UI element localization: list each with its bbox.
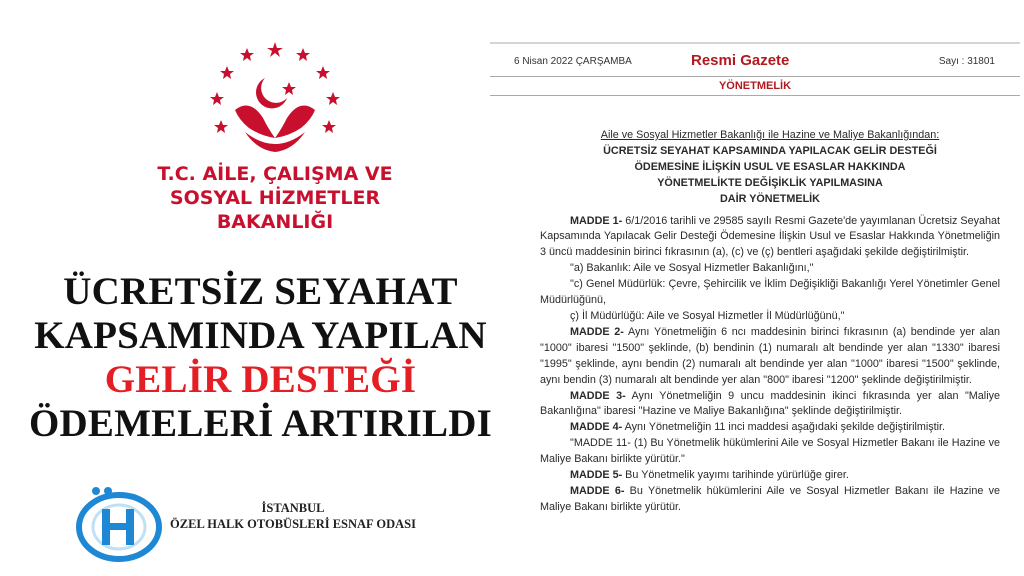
- paragraph-madde-5: [540, 468, 1000, 484]
- ministry-name-line2: SOSYAL HİZMETLER BAKANLIĞI: [169, 187, 381, 233]
- gazette-title: Resmi Gazete: [691, 52, 790, 69]
- paragraph-madde-3: [540, 389, 1000, 421]
- regulation-title-line4: DAİR YÖNETMELİK: [720, 192, 820, 205]
- ministry-logo: [205, 40, 345, 160]
- ministry-emblem-icon: [205, 40, 345, 160]
- headline-line2: KAPSAMINDA YAPILAN: [34, 314, 487, 357]
- madde-label: MADDE 4-: [570, 421, 623, 434]
- madde-label: MADDE 5-: [570, 469, 623, 482]
- chamber-name-line1: İSTANBUL: [261, 501, 325, 515]
- chamber-name-line2: ÖZEL HALK OTOBÜSLERİ ESNAF ODASI: [170, 517, 416, 531]
- gazette-issue: Sayı : 31801: [938, 56, 995, 67]
- paragraph-text: Aynı Yönetmeliğin 6 ncı maddesinin birinci fıkrasının (a) bendinde yer alan "1000" ibaresi "1500" şeklinde, (b) bendinin (1) numaralı alt bendinde yer alan "1330" ibaresi "1995" şeklinde, aynı bendin (2) numaralı alt bendinde yer alan "1000" ibaresi "1500" şeklinde, aynı bendin (3) numaralı alt bendinde yer alan "800" ibaresi "1200" şeklinde değiştirilmiştir.: [540, 325, 1001, 386]
- paragraph-quote-madde-11: [540, 436, 1000, 468]
- chamber-name: [148, 500, 438, 532]
- gazette-page: [490, 42, 1020, 562]
- madde-label: MADDE 2-: [570, 325, 624, 338]
- madde-label: MADDE 1-: [570, 214, 623, 227]
- regulation-title-line2: ÖDEMESİNE İLİŞKİN USUL VE ESASLAR HAKKINDA: [634, 160, 906, 173]
- headline: [18, 270, 503, 446]
- gazette-section: YÖNETMELİK: [490, 76, 1020, 96]
- madde-label: MADDE 6-: [570, 484, 625, 497]
- paragraph-quote-a: [540, 261, 1000, 277]
- headline-line4: ÖDEMELERİ ARTIRILDI: [29, 402, 492, 445]
- paragraph-quote-c: [540, 277, 1000, 309]
- paragraph-text: "a) Bakanlık: Aile ve Sosyal Hizmetler Bakanlığını,": [570, 262, 814, 275]
- regulation-title-line3: YÖNETMELİKTE DEĞİŞİKLİK YAPILMASINA: [657, 176, 883, 189]
- paragraph-madde-6: [540, 484, 1000, 516]
- gazette-header: [490, 42, 1020, 74]
- paragraph-text: Aynı Yönetmeliğin 11 inci maddesi aşağıdaki şekilde değiştirilmiştir.: [622, 421, 946, 434]
- paragraph-text: ç) İl Müdürlüğü: Aile ve Sosyal Hizmetler İl Müdürlüğünü,": [570, 309, 845, 322]
- paragraph-quote-c-cedilla: [540, 309, 1000, 325]
- headline-line3: GELİR DESTEĞİ: [104, 358, 417, 401]
- paragraph-madde-1: [540, 214, 1000, 262]
- paragraph-text: Aynı Yönetmeliğin 9 uncu maddesinin ikinci fıkrasında yer alan "Maliye Bakanlığına" ibaresi "Hazine ve Maliye Bakanlığına" şeklinde değiştirilmiştir.: [540, 389, 1000, 418]
- paragraph-madde-4: [540, 420, 1000, 436]
- paragraph-text: Bu Yönetmelik hükümlerini Aile ve Sosyal Hizmetler Bakanı ile Hazine ve Maliye Bakanı birlikte yürütür.: [540, 484, 1000, 513]
- madde-label: MADDE 3-: [570, 389, 626, 402]
- gazette-from: Aile ve Sosyal Hizmetler Bakanlığı ile Hazine ve Maliye Bakanlığından:: [600, 129, 940, 141]
- regulation-title-line1: ÜCRETSİZ SEYAHAT KAPSAMINDA YAPILACAK GELİR DESTEĞİ: [603, 144, 937, 157]
- ministry-name: [110, 162, 440, 234]
- paragraph-madde-2: [540, 325, 1000, 389]
- ministry-name-line1: T.C. AİLE, ÇALIŞMA VE: [157, 163, 393, 185]
- paragraph-text: Bu Yönetmelik yayımı tarihinde yürürlüğe girer.: [622, 469, 849, 482]
- headline-line1: ÜCRETSİZ SEYAHAT: [63, 270, 458, 313]
- paragraph-text: 6/1/2016 tarihli ve 29585 sayılı Resmi Gazete'de yayımlanan Ücretsiz Seyahat Kapsamında Yapılacak Gelir Desteği Ödemesine İlişkin Usul ve Esaslar Hakkında Yönetmeliğin 3 üncü maddesinin birinci fıkrasının (a), (c) ve (ç) bentleri aşağıdaki şekilde değiştirilmiştir.: [540, 214, 1001, 259]
- regulation-title: [540, 144, 1000, 208]
- paragraph-text: "MADDE 11- (1) Bu Yönetmelik hükümlerini Aile ve Sosyal Hizmetler Bakanı ile Hazine ve Maliye Bakanı birlikte yürütür.": [540, 437, 1000, 466]
- gazette-body: [540, 128, 1000, 516]
- paragraph-text: "c) Genel Müdürlük: Çevre, Şehircilik ve İklim Değişikliği Bakanlığı Yerel Yönetimler Genel Müdürlüğünü,: [540, 278, 1000, 307]
- gazette-date: 6 Nisan 2022 ÇARŞAMBA: [514, 56, 632, 67]
